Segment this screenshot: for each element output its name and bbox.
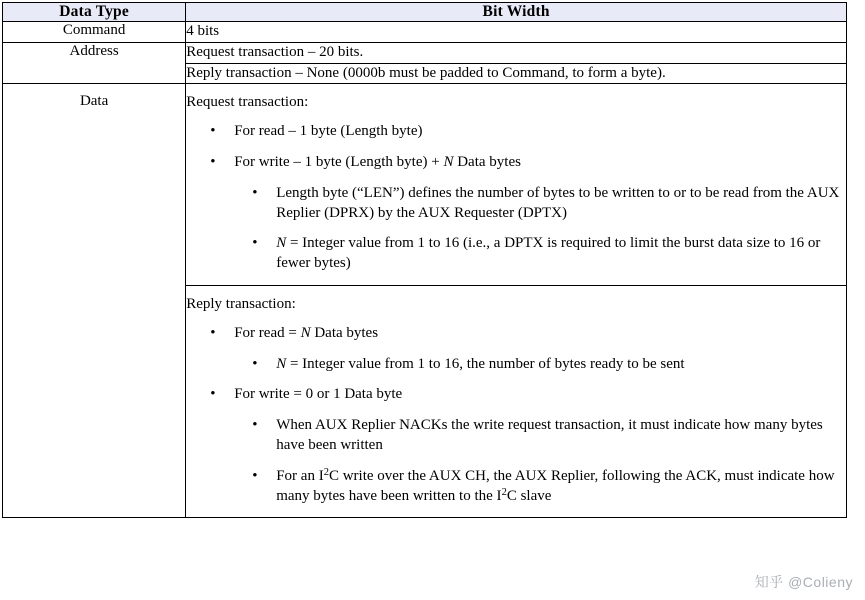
variable-n: N	[443, 153, 454, 170]
bullet-icon: •	[252, 235, 258, 252]
list-item	[186, 385, 846, 506]
superscript-2: 2	[501, 486, 507, 498]
list-item-text-pre: For read =	[234, 324, 301, 341]
table-row-command	[3, 22, 847, 43]
variable-n: N	[276, 235, 287, 252]
variable-n: N	[300, 324, 311, 341]
data-reply-list	[186, 324, 846, 507]
list-item-text-post: C slave	[506, 487, 552, 504]
cell-type-data: Data	[3, 84, 186, 518]
table-row-data-request	[3, 84, 847, 286]
list-item	[234, 355, 846, 375]
bullet-icon: •	[210, 153, 216, 170]
column-header-bit-width: Bit Width	[186, 3, 847, 22]
list-item	[186, 122, 846, 142]
list-item-text-post: = Integer value from 1 to 16 (i.e., a DPTX is required to limit the burst data size to 16 or fewer bytes)	[276, 235, 821, 272]
bullet-icon: •	[252, 184, 258, 201]
list-item-text-post: Data bytes	[310, 324, 379, 341]
bullet-icon: •	[210, 123, 216, 140]
list-item-text: For write = 0 or 1 Data byte	[234, 386, 403, 403]
spec-table	[2, 2, 847, 518]
table-header-row	[3, 3, 847, 22]
list-item-text: Length byte (“LEN”) defines the number of bytes to be written to or to be read from the AUX Replier (DPRX) by the AUX Requester (DPTX)	[276, 184, 840, 221]
list-item-text-post: = Integer value from 1 to 16, the number of bytes ready to be sent	[286, 355, 685, 372]
data-reply-heading: Reply transaction:	[186, 295, 296, 312]
cell-type-address: Address	[3, 42, 186, 84]
list-item	[234, 184, 846, 224]
data-reply-sublist-read	[234, 355, 846, 375]
list-item-text-pre: For an I	[276, 467, 324, 484]
list-item-text-pre: For write – 1 byte (Length byte) +	[234, 153, 444, 170]
list-item	[234, 467, 846, 507]
column-header-data-type: Data Type	[3, 3, 186, 22]
list-item-text-post: Data bytes	[453, 153, 521, 170]
cell-width-command: 4 bits	[186, 22, 847, 43]
data-request-heading: Request transaction:	[186, 94, 309, 111]
list-item	[186, 324, 846, 375]
bullet-icon: •	[252, 355, 258, 372]
bullet-icon: •	[252, 467, 258, 484]
bullet-icon: •	[210, 324, 216, 341]
cell-data-reply	[186, 285, 847, 517]
bullet-icon: •	[210, 386, 216, 403]
cell-data-request	[186, 84, 847, 286]
list-item	[234, 416, 846, 456]
variable-n: N	[276, 355, 287, 372]
watermark: 知乎 @Colieny	[754, 574, 853, 590]
data-reply-sublist-write	[234, 416, 846, 506]
bullet-icon: •	[252, 417, 258, 434]
cell-address-request: Request transaction – 20 bits.	[186, 42, 847, 63]
document-page	[0, 2, 865, 600]
list-item-text: For read – 1 byte (Length byte)	[234, 123, 423, 140]
data-request-sublist	[234, 184, 846, 274]
data-request-list	[186, 122, 846, 274]
list-item	[234, 234, 846, 274]
list-item-text: When AUX Replier NACKs the write request transaction, it must indicate how many bytes have been written	[276, 417, 823, 453]
cell-type-command: Command	[3, 22, 186, 43]
list-item-text-mid: C write over the AUX CH, the AUX Replier, following the ACK, must indicate how many bytes have been written to the I	[276, 467, 835, 504]
list-item	[186, 153, 846, 274]
cell-address-reply: Reply transaction – None (0000b must be padded to Command, to form a byte).	[186, 63, 847, 84]
superscript-2: 2	[323, 467, 329, 479]
table-row-address-request	[3, 42, 847, 63]
